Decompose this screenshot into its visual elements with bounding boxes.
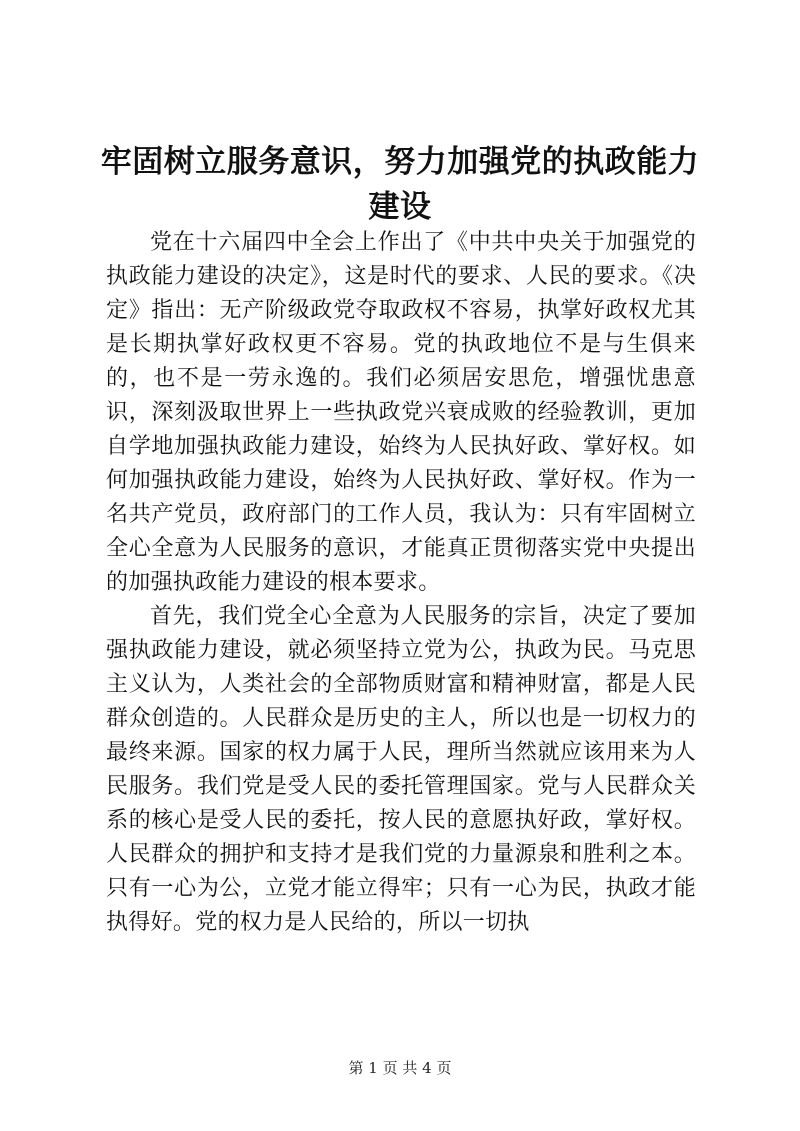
document-title: 牢固树立服务意识，努力加强党的执政能力建设 — [100, 144, 700, 225]
document-body — [106, 226, 696, 940]
paragraph-1: 党在十六届四中全会上作出了《中共中央关于加强党的执政能力建设的决定》，这是时代的要求、人民的要求。《决定》指出：无产阶级政党夺取政权不容易，执掌好政权尤其是长期执掌好政权更不容易。党的执政地位不是与生俱来的，也不是一劳永逸的。我们必须居安思危，增强忧患意识，深刻汲取世界上一些执政党兴衰成败的经验教训，更加自学地加强执政能力建设，始终为人民执好政、掌好权。如何加强执政能力建设，始终为人民执好政、掌好权。作为一名共产党员，政府部门的工作人员，我认为：只有牢固树立全心全意为人民服务的意识，才能真正贯彻落实党中央提出的加强执政能力建设的根本要求。 — [106, 230, 696, 595]
paragraph-2: 首先，我们党全心全意为人民服务的宗旨，决定了要加强执政能力建设，就必须坚持立党为公，执政为民。马克思主义认为，人类社会的全部物质财富和精神财富，都是人民群众创造的。人民群众是历史的主人，所以也是一切权力的最终来源。国家的权力属于人民，理所当然就应该用来为人民服务。我们党是受人民的委托管理国家。党与人民群众关系的核心是受人民的委托，按人民的意愿执好政，掌好权。人民群众的拥护和支持才是我们党的力量源泉和胜利之本。只有一心为公，立党才能立得牢；只有一心为民，执政才能执得好。党的权力是人民给的，所以一切执 — [106, 604, 696, 935]
page-footer: 第 1 页 共 4 页 — [348, 1059, 452, 1077]
